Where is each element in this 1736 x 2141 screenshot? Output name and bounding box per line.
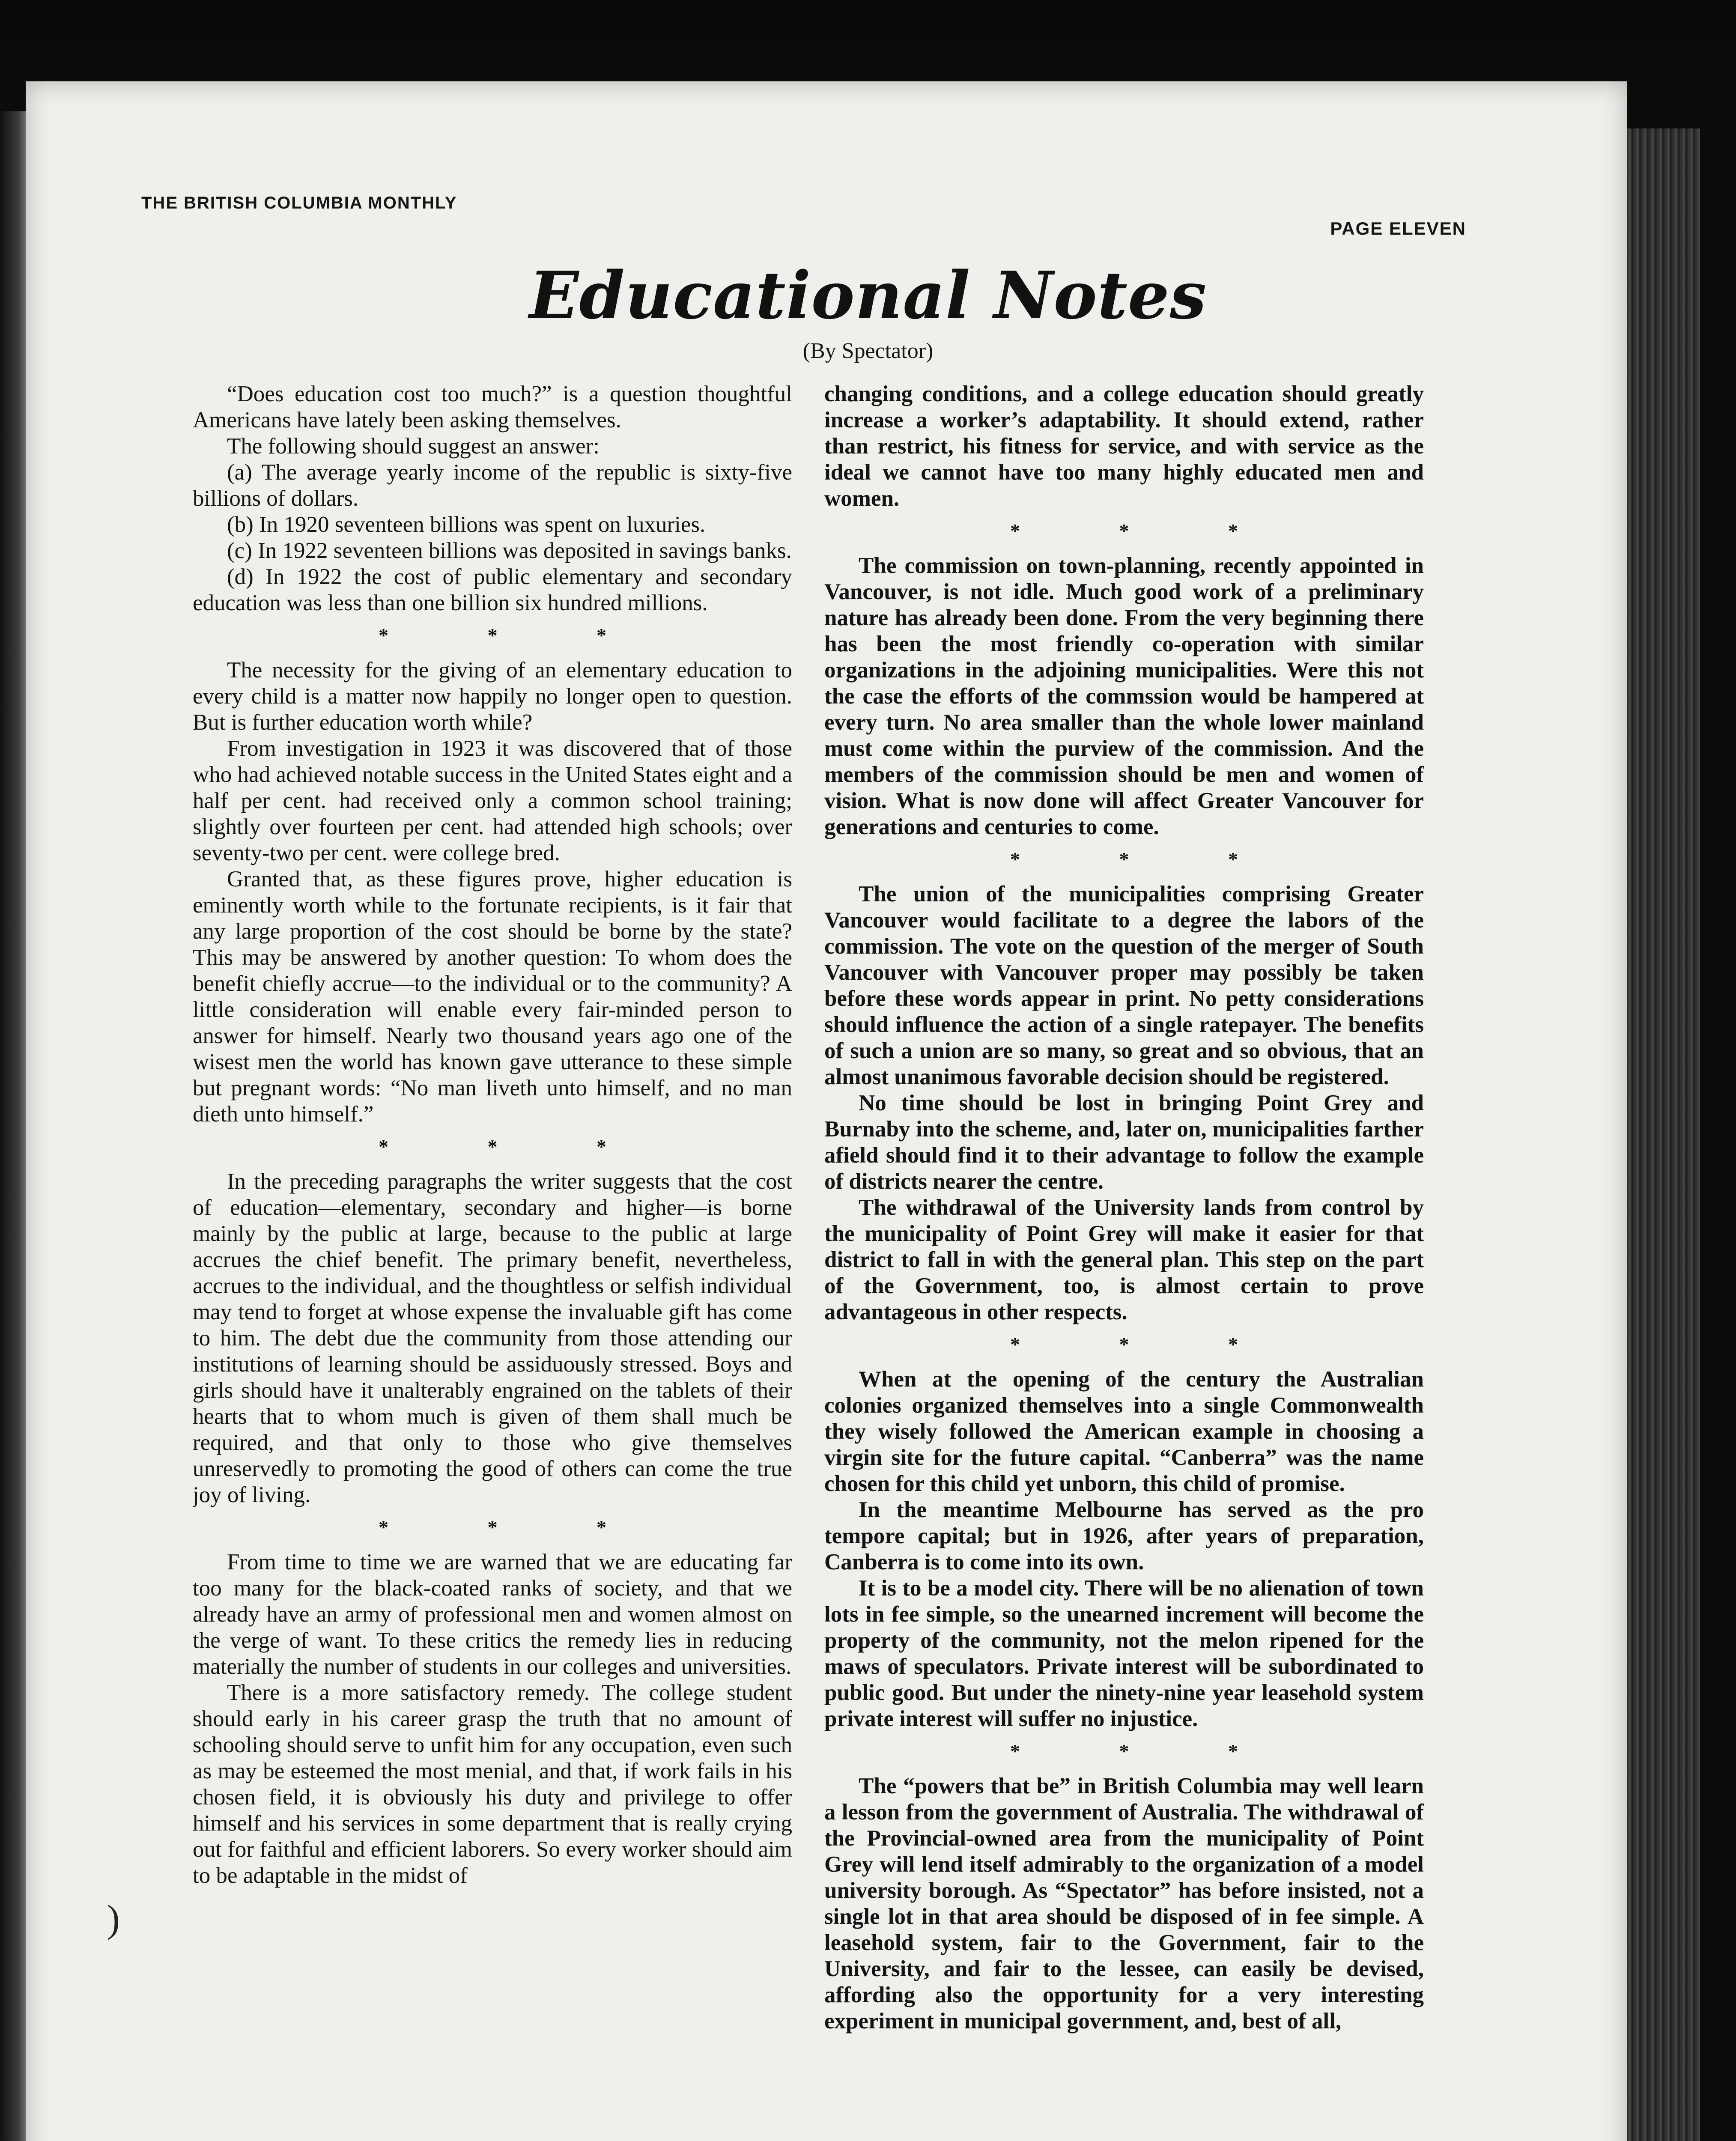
paragraph: The following should suggest an answer: [227,434,600,459]
running-header-page-number: PAGE ELEVEN [1330,218,1466,239]
book-spine-edge [1627,128,1700,2141]
running-header-publication: THE BRITISH COLUMBIA MONTHLY [141,194,457,212]
article-byline: (By Spectator) [802,339,934,363]
paragraph: The necessity for the giving of an elementary education to every child is a matter now happily no longer open to question. But is further education worth while? [193,658,792,735]
section-separator: * * * [1010,1740,1285,1762]
left-column [193,381,792,2141]
article-title: Educational Notes [529,257,1207,334]
section-separator: * * * [1010,1333,1285,1355]
paragraph: There is a more satisfactory remedy. The college student should early in his career grasp the truth that no amount of schooling should serve to unfit him for any occupation, even such as may be esteemed the most menial, and that, if work fails in his chosen field, it is obviously his duty and privilege to offer himself and his services in some department that is really crying out for faithful and efficient laborers. So every worker should aim to be adaptable in the midst of [193,1680,792,1888]
paragraph: The withdrawal of the University lands from control by the municipality of Point Grey will make it easier for that district to fall in with the general plan. This step on the part of the Government, too, is almost certain to prove advantageous in other respects. [824,1195,1424,1324]
paragraph: In the meantime Melbourne has served as the pro tempore capital; but in 1926, after years of preparation, Canberra is to come into its own. [824,1497,1424,1574]
list-item: (d) In 1922 the cost of public elementary and secondary education was less than one billion six hundred millions. [193,564,792,615]
paragraph: “Does education cost too much?” is a question thoughtful Americans have lately been asking themselves. [193,382,792,432]
paragraph: From time to time we are warned that we are educating far too many for the black-coated ranks of society, and that we already have an army of professional men and women almost on the verge of want. To these critics the remedy lies in reducing materially the number of students in our colleges and universities. [193,1550,792,1679]
section-separator: * * * [379,1516,653,1538]
paragraph: From investigation in 1923 it was discovered that of those who had achieved notable success in the United States eight and a half per cent. had received only a common school training; slightly over fourteen per cent. had attended high schools; over seventy-two per cent. were college bred. [193,736,792,865]
paragraph: The “powers that be” in British Columbia may well learn a lesson from the government of Australia. The withdrawal of the Provincial-owned area from the municipality of Point Grey will lend itself admirably to the organization of a model university borough. As “Spectator” has before insisted, not a single lot in that area should be disposed of in fee simple. A leasehold system, fair to the Government, fair to the University, and fair to the lessee, can easily be devised, affording also the opportunity for a very interesting experiment in municipal government, and, best of all, [824,1774,1424,2034]
paragraph: The commission on town-planning, recently appointed in Vancouver, is not idle. Much good work of a preliminary nature has already been done. From the very beginning there has been the most friendly co-operation with similar organizations in the adjoining municipalities. Were this not the case the efforts of the commssion would be hampered at every turn. No area smaller than the whole lower mainland must come within the purview of the commission. And the members of the commission should be men and women of vision. What is now done will affect Greater Vancouver for generations and centuries to come. [824,553,1424,839]
paragraph: Granted that, as these figures prove, higher education is eminently worth while to the fortunate recipients, is it fair that any large proportion of the cost should be borne by the state? This may be answered by another question: To whom does the benefit chiefly accrue—to the individual or to the community? A little consideration will enable every fair-minded person to answer for himself. Nearly two thousand years ago one of the wisest men the world has known gave utterance to these simple but pregnant words: “No man liveth unto himself, and no man dieth unto himself.” [193,867,792,1127]
margin-mark: ) [107,1898,120,1940]
paragraph: When at the opening of the century the Australian colonies organized themselves into a single Commonwealth they wisely followed the American example in choosing a virgin site for the future capital. “Canberra” was the name chosen for this child yet unborn, this child of promise. [824,1367,1424,1496]
list-item: (b) In 1920 seventeen billions was spent on luxuries. [227,512,706,537]
section-separator: * * * [379,1136,653,1157]
paragraph-continued: changing conditions, and a college education should greatly increase a worker’s adaptability. It should extend, rather than restrict, his fitness for service, and with service as the ideal we cannot have too many highly educated men and women. [824,382,1424,511]
list-item: (a) The average yearly income of the republic is sixty-five billions of dollars. [193,460,792,511]
section-separator: * * * [379,624,653,646]
scan-border-top [0,0,1736,43]
paragraph: In the preceding paragraphs the writer suggests that the cost of education—elementary, secondary and higher—is borne mainly by the public at large, because to the public at large accrues the chief benefit. The primary benefit, nevertheless, accrues to the individual, and the thoughtless or selfish individual may tend to forget at whose expense the invaluable gift has come to him. The debt due the community from those attending our institutions of learning should be assiduously stressed. Boys and girls should have it unalterably engrained on the tablets of their hearts that to whom much is given of them shall much be required, and that only to those who give themselves unreservedly to promoting the good of others can come the true joy of living. [193,1169,792,1507]
right-column [824,381,1424,2141]
paragraph: It is to be a model city. There will be no alienation of town lots in fee simple, so the unearned increment will become the property of the community, not the melon ripened for the maws of speculators. Private interest will be subordinated to public good. But under the ninety-nine year leasehold system private interest will suffer no injustice. [824,1576,1424,1731]
list-item: (c) In 1922 seventeen billions was deposited in savings banks. [227,538,792,563]
paragraph: The union of the municipalities comprising Greater Vancouver would facilitate to a degree the labors of the commission. The vote on the question of the merger of South Vancouver with Vancouver proper may possibly be taken before these words appear in print. No petty considerations should influence the action of a single ratepayer. The benefits of such a union are so many, so great and so obvious, that an almost unanimous favorable decision should be registered. [824,882,1424,1089]
paragraph: No time should be lost in bringing Point Grey and Burnaby into the scheme, and, later on, municipalities farther afield should find it to their advantage to follow the example of districts nearer the centre. [824,1091,1424,1194]
section-separator: * * * [1010,848,1285,870]
section-separator: * * * [1010,520,1285,542]
